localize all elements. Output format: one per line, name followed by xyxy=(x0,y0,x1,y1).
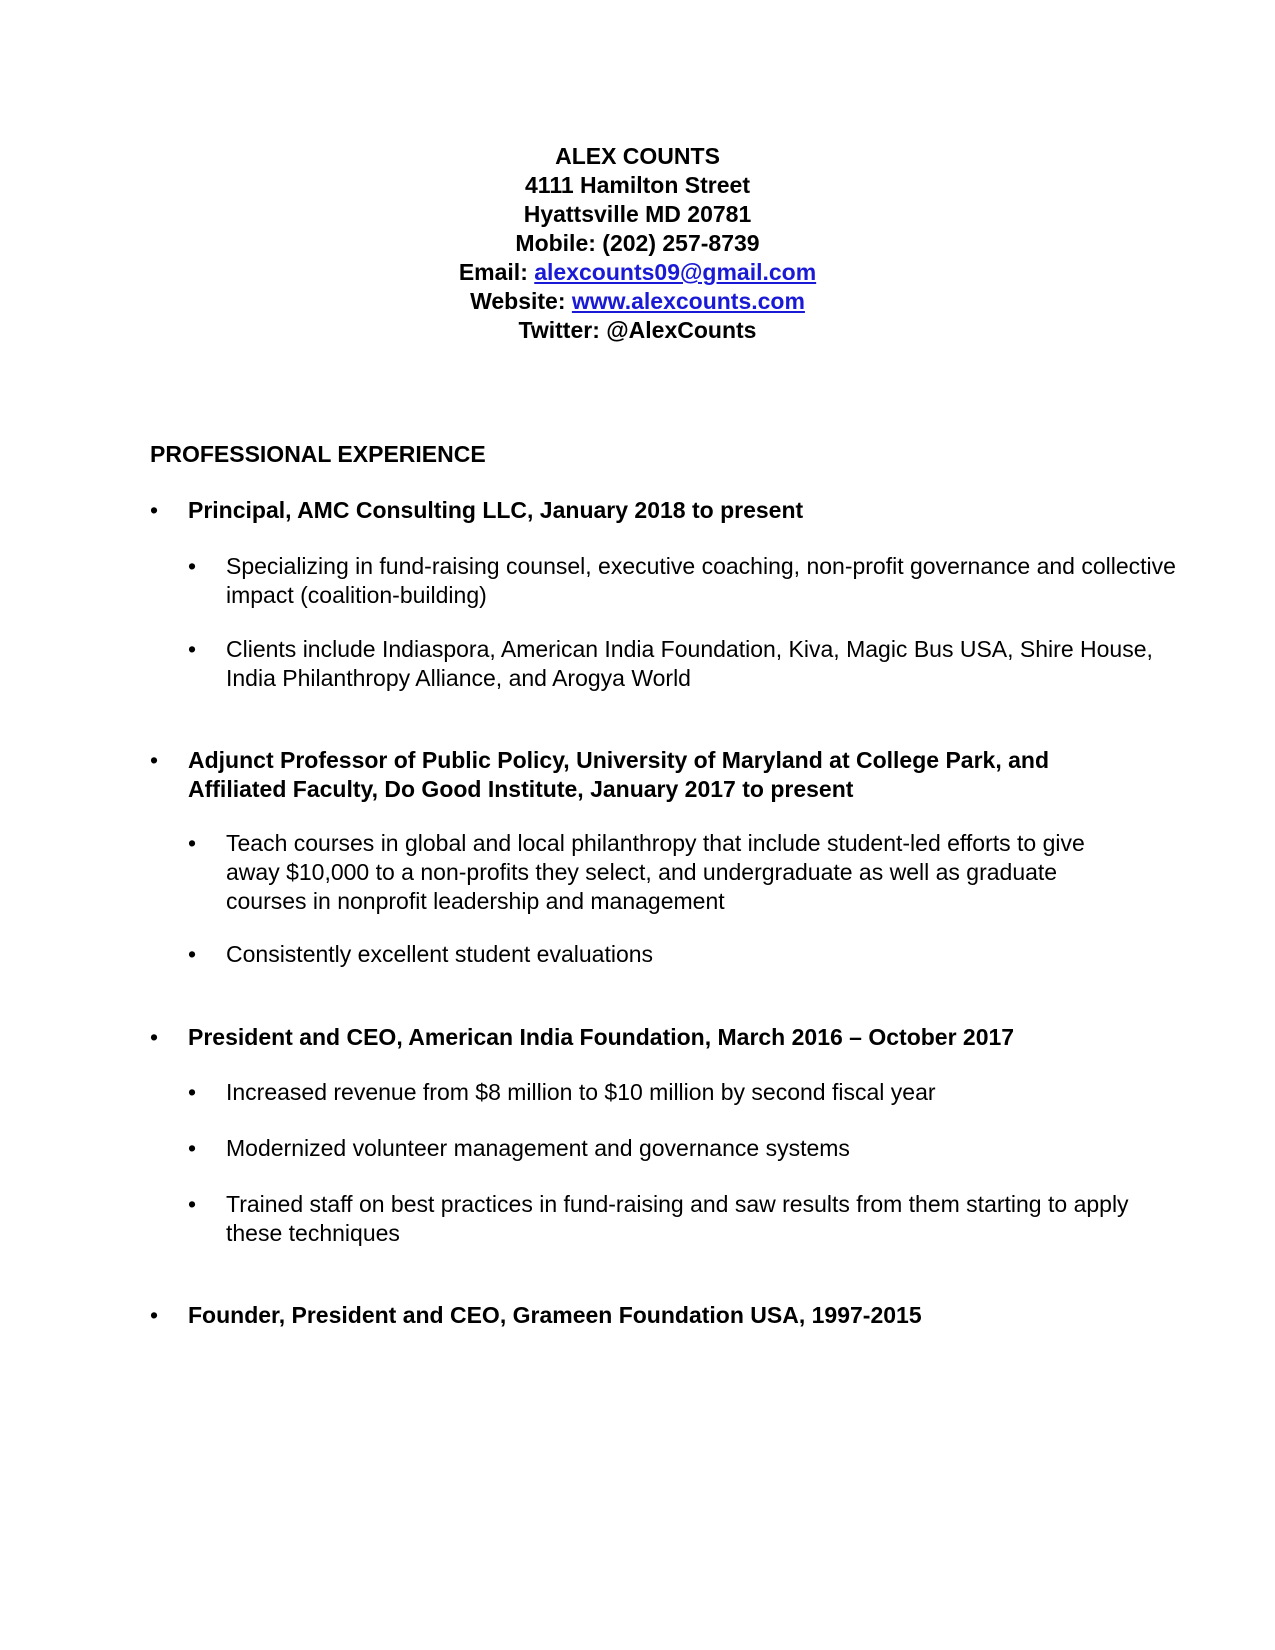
experience-role xyxy=(150,1301,1130,1330)
experience-item xyxy=(188,940,1186,969)
experience-role xyxy=(150,496,1130,525)
experience-item xyxy=(188,1190,1186,1248)
website-line xyxy=(0,287,1275,316)
bullet-icon: • xyxy=(150,1024,159,1050)
role-title: President and CEO, American India Foundation, March 2016 – October 2017 xyxy=(188,1024,1015,1050)
experience-entry xyxy=(150,1301,1130,1330)
bullet-icon: • xyxy=(188,553,197,579)
street-address: 4111 Hamilton Street xyxy=(525,172,750,198)
bullet-icon: • xyxy=(150,497,159,523)
role-title: Founder, President and CEO, Grameen Foundation USA, 1997-2015 xyxy=(188,1302,922,1328)
item-text: Increased revenue from $8 million to $10 million by second fiscal year xyxy=(226,1079,936,1105)
experience-item xyxy=(188,635,1186,693)
website-label: Website: xyxy=(470,288,572,314)
bullet-icon: • xyxy=(188,1135,197,1161)
item-text: Clients include Indiaspora, American India Foundation, Kiva, Magic Bus USA, Shire House, India Philanthropy Alliance, and Arogya World xyxy=(226,636,1153,691)
experience-item xyxy=(188,552,1186,610)
candidate-name: ALEX COUNTS xyxy=(555,143,720,169)
bullet-icon: • xyxy=(188,1079,197,1105)
twitter-handle: Twitter: @AlexCounts xyxy=(518,317,757,343)
item-text: Teach courses in global and local philanthropy that include student-led efforts to give away $10,000 to a non-profits they select, and undergraduate as well as graduate courses in nonprofit leadership and management xyxy=(226,830,1085,914)
experience-entry xyxy=(150,1023,1130,1052)
experience-item xyxy=(188,1134,1186,1163)
section-title-professional-experience: PROFESSIONAL EXPERIENCE xyxy=(150,441,486,467)
item-text: Modernized volunteer management and governance systems xyxy=(226,1135,850,1161)
experience-item xyxy=(188,829,1106,916)
bullet-icon: • xyxy=(150,747,159,773)
experience-role xyxy=(150,746,1130,804)
experience-role xyxy=(150,1023,1130,1052)
bullet-icon: • xyxy=(188,1191,197,1217)
role-title: Adjunct Professor of Public Policy, University of Maryland at College Park, and Affiliated Faculty, Do Good Institute, January 2017 to present xyxy=(188,747,1049,802)
item-text: Specializing in fund-raising counsel, executive coaching, non-profit governance and collective impact (coalition-building) xyxy=(226,553,1176,608)
item-text: Consistently excellent student evaluations xyxy=(226,941,654,967)
email-label: Email: xyxy=(458,259,535,285)
experience-entry xyxy=(150,496,1130,525)
city-state-zip: Hyattsville MD 20781 xyxy=(523,201,752,227)
email-link[interactable]: alexcounts09@gmail.com xyxy=(534,259,817,285)
bullet-icon: • xyxy=(188,636,197,662)
bullet-icon: • xyxy=(188,830,197,856)
mobile-phone: Mobile: (202) 257-8739 xyxy=(515,230,760,256)
contact-header xyxy=(0,142,1275,345)
role-title: Principal, AMC Consulting LLC, January 2018 to present xyxy=(188,497,804,523)
website-link[interactable]: www.alexcounts.com xyxy=(571,288,805,314)
experience-item xyxy=(188,1078,1186,1107)
email-line xyxy=(0,258,1275,287)
bullet-icon: • xyxy=(188,941,197,967)
bullet-icon: • xyxy=(150,1302,159,1328)
experience-entry xyxy=(150,746,1130,804)
item-text: Trained staff on best practices in fund-raising and saw results from them starting to apply these techniques xyxy=(226,1191,1129,1246)
